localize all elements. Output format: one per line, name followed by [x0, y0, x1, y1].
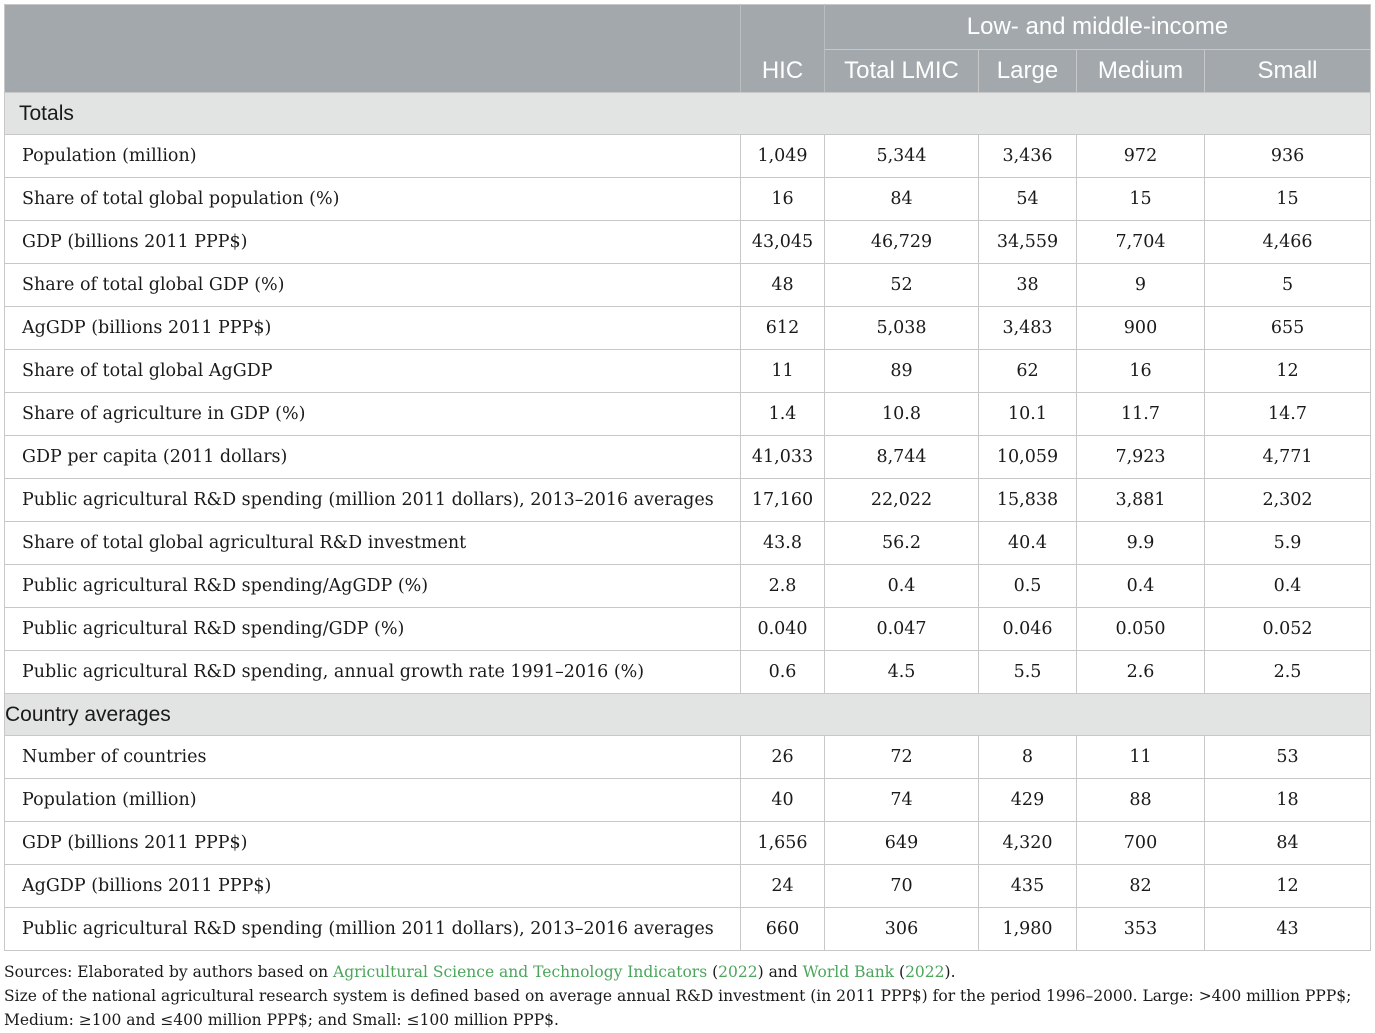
- value-cell: 40: [741, 779, 825, 822]
- value-cell: 43.8: [741, 522, 825, 565]
- size-definition-note: Size of the national agricultural research system is defined based on average annual R&D investment (in 2011 PPP$) for the period 1996–2000. Large: >400 million PPP$; Medium: ≥100 and ≤400 million PPP$; and Small: ≤100 million PPP$.: [4, 987, 1352, 1029]
- value-cell: 655: [1205, 307, 1371, 350]
- value-cell: 3,436: [979, 135, 1077, 178]
- value-cell: 10,059: [979, 436, 1077, 479]
- table-row: [5, 779, 1371, 822]
- row-label: Public agricultural R&D spending/AgGDP (%): [5, 565, 741, 608]
- value-cell: 5.9: [1205, 522, 1371, 565]
- value-cell: 8,744: [825, 436, 979, 479]
- value-cell: 972: [1077, 135, 1205, 178]
- value-cell: 2.5: [1205, 651, 1371, 694]
- table-row: [5, 608, 1371, 651]
- value-cell: 12: [1205, 350, 1371, 393]
- row-label: Share of agriculture in GDP (%): [5, 393, 741, 436]
- paren-close: ).: [944, 963, 956, 981]
- data-table: [4, 4, 1371, 951]
- value-cell: 9: [1077, 264, 1205, 307]
- table-body: [5, 93, 1371, 951]
- row-label: Share of total global GDP (%): [5, 264, 741, 307]
- column-group-header: Low- and middle-income: [825, 5, 1371, 50]
- value-cell: 15: [1205, 178, 1371, 221]
- row-label: GDP (billions 2011 PPP$): [5, 221, 741, 264]
- column-header-small: Small: [1205, 50, 1371, 93]
- value-cell: 4,466: [1205, 221, 1371, 264]
- table-row: [5, 865, 1371, 908]
- value-cell: 4,771: [1205, 436, 1371, 479]
- row-label: GDP (billions 2011 PPP$): [5, 822, 741, 865]
- header-blank-cell: [5, 5, 741, 93]
- value-cell: 84: [825, 178, 979, 221]
- value-cell: 88: [1077, 779, 1205, 822]
- value-cell: 74: [825, 779, 979, 822]
- value-cell: 649: [825, 822, 979, 865]
- value-cell: 89: [825, 350, 979, 393]
- value-cell: 72: [825, 736, 979, 779]
- row-label: AgGDP (billions 2011 PPP$): [5, 865, 741, 908]
- row-label: Share of total global AgGDP: [5, 350, 741, 393]
- value-cell: 3,881: [1077, 479, 1205, 522]
- table-row: [5, 264, 1371, 307]
- table-row: [5, 736, 1371, 779]
- value-cell: 2.8: [741, 565, 825, 608]
- value-cell: 435: [979, 865, 1077, 908]
- table-row: [5, 350, 1371, 393]
- column-header-medium: Medium: [1077, 50, 1205, 93]
- value-cell: 9.9: [1077, 522, 1205, 565]
- row-label: Public agricultural R&D spending (million 2011 dollars), 2013–2016 averages: [5, 908, 741, 951]
- column-header-large: Large: [979, 50, 1077, 93]
- value-cell: 14.7: [1205, 393, 1371, 436]
- sources-note: [4, 960, 1370, 984]
- value-cell: 16: [741, 178, 825, 221]
- value-cell: 0.046: [979, 608, 1077, 651]
- value-cell: 612: [741, 307, 825, 350]
- row-label: Share of total global agricultural R&D investment: [5, 522, 741, 565]
- value-cell: 0.040: [741, 608, 825, 651]
- row-label: Population (million): [5, 779, 741, 822]
- value-cell: 56.2: [825, 522, 979, 565]
- value-cell: 10.8: [825, 393, 979, 436]
- value-cell: 84: [1205, 822, 1371, 865]
- value-cell: 1,049: [741, 135, 825, 178]
- value-cell: 11.7: [1077, 393, 1205, 436]
- value-cell: 7,704: [1077, 221, 1205, 264]
- row-label: Public agricultural R&D spending/GDP (%): [5, 608, 741, 651]
- source-link-asti[interactable]: Agricultural Science and Technology Indicators: [333, 963, 708, 981]
- value-cell: 38: [979, 264, 1077, 307]
- table-row: [5, 393, 1371, 436]
- value-cell: 5,344: [825, 135, 979, 178]
- value-cell: 4.5: [825, 651, 979, 694]
- value-cell: 936: [1205, 135, 1371, 178]
- header-group-row: [5, 5, 1371, 50]
- value-cell: 0.047: [825, 608, 979, 651]
- value-cell: 2.6: [1077, 651, 1205, 694]
- value-cell: 1.4: [741, 393, 825, 436]
- value-cell: 41,033: [741, 436, 825, 479]
- value-cell: 34,559: [979, 221, 1077, 264]
- table-row: [5, 522, 1371, 565]
- section-title: Totals: [5, 93, 1371, 135]
- value-cell: 0.052: [1205, 608, 1371, 651]
- section-title: Country averages: [5, 694, 1371, 736]
- value-cell: 24: [741, 865, 825, 908]
- table-row: [5, 221, 1371, 264]
- table-footnotes: [4, 960, 1370, 1032]
- value-cell: 7,923: [1077, 436, 1205, 479]
- column-header-total-lmic: Total LMIC: [825, 50, 979, 93]
- value-cell: 0.6: [741, 651, 825, 694]
- value-cell: 15,838: [979, 479, 1077, 522]
- value-cell: 15: [1077, 178, 1205, 221]
- value-cell: 82: [1077, 865, 1205, 908]
- paren-open: (: [707, 963, 719, 981]
- table-row: [5, 479, 1371, 522]
- section-header-row: [5, 93, 1371, 135]
- value-cell: 11: [741, 350, 825, 393]
- value-cell: 8: [979, 736, 1077, 779]
- row-label: Number of countries: [5, 736, 741, 779]
- table-row: [5, 135, 1371, 178]
- value-cell: 700: [1077, 822, 1205, 865]
- value-cell: 5.5: [979, 651, 1077, 694]
- value-cell: 10.1: [979, 393, 1077, 436]
- value-cell: 1,656: [741, 822, 825, 865]
- value-cell: 429: [979, 779, 1077, 822]
- value-cell: 18: [1205, 779, 1371, 822]
- value-cell: 306: [825, 908, 979, 951]
- table-row: [5, 436, 1371, 479]
- column-header-hic: HIC: [741, 5, 825, 93]
- row-label: Public agricultural R&D spending (million 2011 dollars), 2013–2016 averages: [5, 479, 741, 522]
- value-cell: 11: [1077, 736, 1205, 779]
- value-cell: 53: [1205, 736, 1371, 779]
- value-cell: 16: [1077, 350, 1205, 393]
- value-cell: 0.4: [1205, 565, 1371, 608]
- value-cell: 660: [741, 908, 825, 951]
- table-row: [5, 651, 1371, 694]
- value-cell: 5,038: [825, 307, 979, 350]
- table-row: [5, 307, 1371, 350]
- row-label: Public agricultural R&D spending, annual growth rate 1991–2016 (%): [5, 651, 741, 694]
- value-cell: 12: [1205, 865, 1371, 908]
- value-cell: 70: [825, 865, 979, 908]
- paren-open: (: [894, 963, 906, 981]
- row-label: AgGDP (billions 2011 PPP$): [5, 307, 741, 350]
- value-cell: 17,160: [741, 479, 825, 522]
- value-cell: 52: [825, 264, 979, 307]
- value-cell: 48: [741, 264, 825, 307]
- sources-prefix: Sources: Elaborated by authors based on: [4, 963, 334, 981]
- value-cell: 3,483: [979, 307, 1077, 350]
- value-cell: 0.5: [979, 565, 1077, 608]
- section-header-row: [5, 694, 1371, 736]
- value-cell: 2,302: [1205, 479, 1371, 522]
- value-cell: 22,022: [825, 479, 979, 522]
- value-cell: 4,320: [979, 822, 1077, 865]
- value-cell: 900: [1077, 307, 1205, 350]
- value-cell: 0.4: [825, 565, 979, 608]
- source-link-world-bank[interactable]: World Bank: [802, 963, 895, 981]
- value-cell: 0.4: [1077, 565, 1205, 608]
- source-year-world-bank[interactable]: 2022: [905, 963, 945, 981]
- row-label: Population (million): [5, 135, 741, 178]
- table-row: [5, 565, 1371, 608]
- value-cell: 353: [1077, 908, 1205, 951]
- value-cell: 43,045: [741, 221, 825, 264]
- row-label: GDP per capita (2011 dollars): [5, 436, 741, 479]
- table-row: [5, 822, 1371, 865]
- value-cell: 5: [1205, 264, 1371, 307]
- value-cell: 1,980: [979, 908, 1077, 951]
- value-cell: 43: [1205, 908, 1371, 951]
- value-cell: 0.050: [1077, 608, 1205, 651]
- paren-close: ) and: [757, 963, 803, 981]
- value-cell: 40.4: [979, 522, 1077, 565]
- table-row: [5, 178, 1371, 221]
- table-row: [5, 908, 1371, 951]
- source-year-asti[interactable]: 2022: [718, 963, 758, 981]
- value-cell: 46,729: [825, 221, 979, 264]
- value-cell: 54: [979, 178, 1077, 221]
- value-cell: 62: [979, 350, 1077, 393]
- row-label: Share of total global population (%): [5, 178, 741, 221]
- value-cell: 26: [741, 736, 825, 779]
